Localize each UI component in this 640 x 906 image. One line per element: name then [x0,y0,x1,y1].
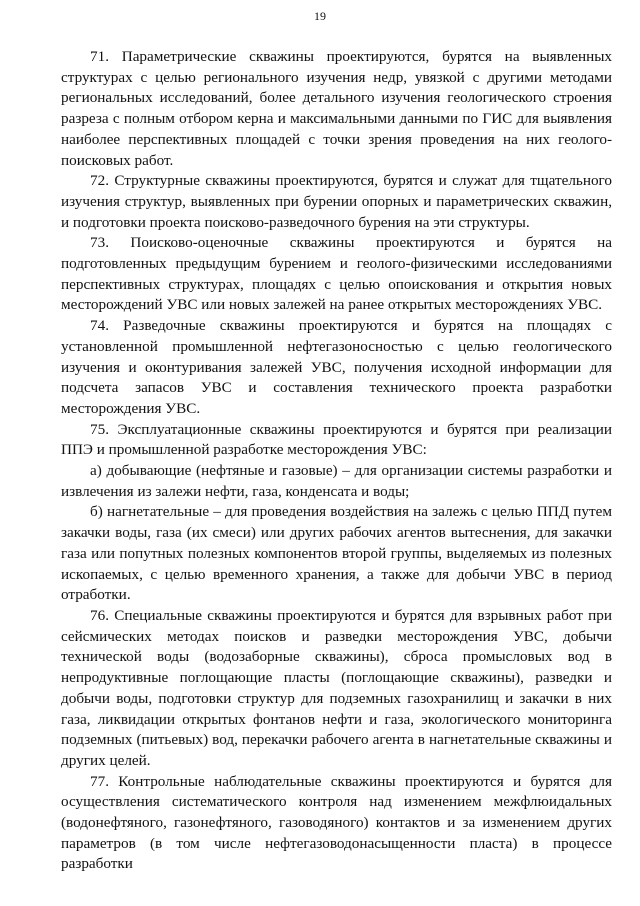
paragraph-72: 72. Структурные скважины проектируются, бурятся и служат для тщательного изучения структур, выявленных при бурении опорных и параметрических скважин, и подготовки проекта поисково-разведочного бурения на эти структуры. [61,172,612,231]
document-body [61,47,612,875]
paragraph-73: 73. Поисково-оценочные скважины проектируются и бурятся на подготовленных предыдущим бурением и геолого-физическими исследованиями перспективных структурах, площадях с целью опоискования и открытия новых месторождений УВС или новых залежей на ранее открытых месторождениях УВС. [61,234,612,314]
paragraph-77: 77. Контрольные наблюдательные скважины проектируются и бурятся для осуществления систематического контроля над изменением межфлюидальных (водонефтяного, газонефтяного, газоводяного) контактов и за изменением других параметров (в том числе нефтегазоводонасыщенности пласта) в процессе разработки [61,772,612,873]
paragraph-75: 75. Эксплуатационные скважины проектируются и бурятся при реализации ППЭ и промышленной разработке месторождения УВС: [61,420,612,459]
paragraph-74: 74. Разведочные скважины проектируются и бурятся на площадях с установленной промышленной нефтегазоносностью с целью геологического изучения и оконтуривания залежей УВС, получения исходной информации для подсчета запасов УВС и составления технического проекта разработки месторождения УВС. [61,317,612,417]
page-number: 19 [314,9,326,23]
paragraph-75-b: б) нагнетательные – для проведения воздействия на залежь с целью ППД путем закачки воды, газа (их смеси) или других рабочих агентов вытеснения, для закачки газа или попутных полезных компонентов второй группы, выделяемых из полезных ископаемых, с целью временного хранения, а также для добычи УВС в период отработки. [61,503,612,604]
paragraph-71: 71. Параметрические скважины проектируются, бурятся на выявленных структурах с целью регионального изучения недр, увязкой с другими методами региональных исследований, более детального изучения геологического строения разреза с полным отбором керна и максимальными данными по ГИС для выявления наиболее перспективных площадей с точки зрения проведения на них геолого-поисковых работ. [61,48,612,169]
paragraph-76: 76. Специальные скважины проектируются и бурятся для взрывных работ при сейсмических методах поисков и разведки месторождения УВС, добычи технической воды (водозаборные скважины), сброса промысловых вод в непродуктивные поглощающие пласты (поглощающие скважины), разведки и добычи воды, подготовки структур для подземных газохранилищ и закачки в них газа, ликвидации открытых фонтанов нефти и газа, экологического мониторинга подземных (питьевых) вод, перекачки рабочего агента в нагнетательные скважины и других целей. [61,606,612,769]
paragraph-75-a: а) добывающие (нефтяные и газовые) – для организации системы разработки и извлечения из залежи нефти, газа, конденсата и воды; [61,462,612,500]
